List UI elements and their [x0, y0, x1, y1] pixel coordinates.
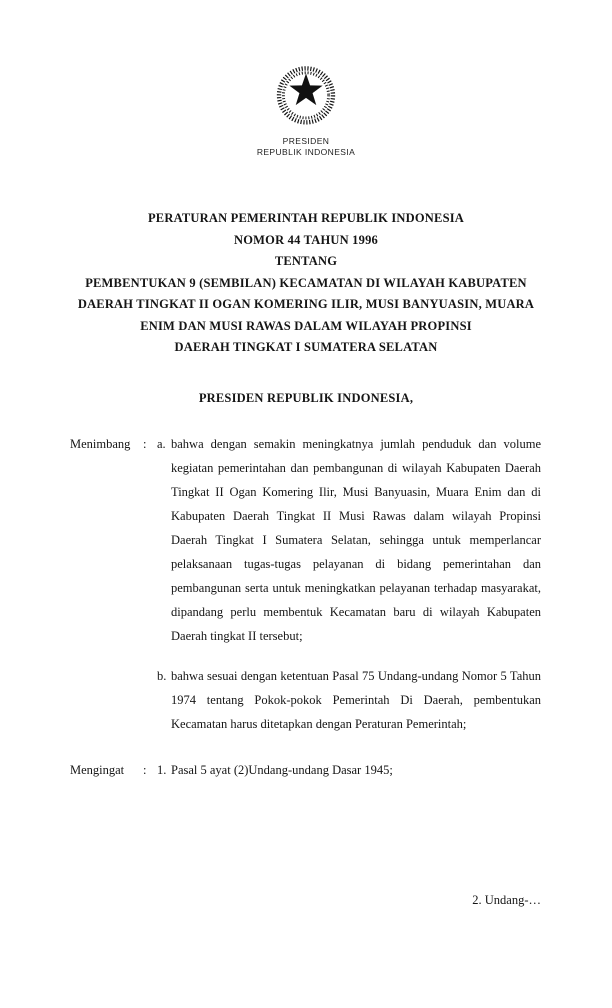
mengingat-item-1: [70, 758, 541, 782]
title-line: TENTANG: [274, 254, 338, 268]
letterhead: [0, 0, 612, 158]
item-text: Pasal 5 ayat (2)Undang-undang Dasar 1945;: [171, 762, 393, 777]
title-line: NOMOR 44 TAHUN 1996: [234, 232, 378, 247]
menimbang-item-a: [70, 432, 541, 648]
title-block: [0, 208, 612, 359]
salutation: PRESIDEN REPUBLIK INDONESIA,: [198, 390, 414, 405]
title-line: DAERAH TINGKAT I SUMATERA SELATAN: [174, 340, 438, 354]
menimbang-label: Menimbang: [70, 436, 131, 451]
title-line: DAERAH TINGKAT II OGAN KOMERING ILIR, MUSI BANYUASIN, MUARA: [77, 297, 535, 311]
menimbang-item-b: [70, 664, 541, 736]
mengingat-label: Mengingat: [70, 762, 125, 777]
title-line: ENIM DAN MUSI RAWAS DALAM WILAYAH PROPINSI: [140, 318, 472, 333]
item-marker: a.: [157, 436, 166, 451]
org-name-line2: REPUBLIK INDONESIA: [256, 147, 356, 157]
star-wreath-emblem-icon: [269, 56, 343, 126]
item-text: bahwa sesuai dengan ketentuan Pasal 75 Undang-undang Nomor 5 Tahun 1974 tentang Pokok-pokok Pemerintah Di Daerah, pembentukan Kecamatan harus ditetapkan dengan Peraturan Pemerintah;: [171, 668, 541, 731]
mengingat-colon: :: [143, 762, 147, 777]
menimbang-colon: :: [143, 436, 147, 451]
title-line: PERATURAN PEMERINTAH REPUBLIK INDONESIA: [147, 211, 465, 225]
item-marker: 1.: [157, 762, 167, 777]
item-marker: b.: [157, 668, 167, 683]
document-body: [70, 432, 541, 782]
page-catchword: 2. Undang-…: [472, 893, 541, 907]
item-text: bahwa dengan semakin meningkatnya jumlah penduduk dan volume kegiatan pemerintahan dan pembangunan di wilayah Kabupaten Daerah Tingkat II Ogan Komering Ilir, Musi Banyuasin, Muara Enim dan di Kabupaten Daerah Tingkat II Musi Rawas dalam wilayah Propinsi Daerah Tingkat I Sumatera Selatan, sehingga untuk memperlancar pelaksanaan tugas-tugas pelayanan di bidang pemerintahan dan pembangunan serta untuk meningkatkan pelayanan terhadap masyarakat, dipandang perlu membentuk Kecamatan baru di wilayah Kabupaten Daerah tingkat II tersebut;: [171, 436, 541, 643]
org-name-line1: PRESIDEN: [282, 136, 330, 146]
title-line: PEMBENTUKAN 9 (SEMBILAN) KECAMATAN DI WILAYAH KABUPATEN: [85, 275, 527, 290]
